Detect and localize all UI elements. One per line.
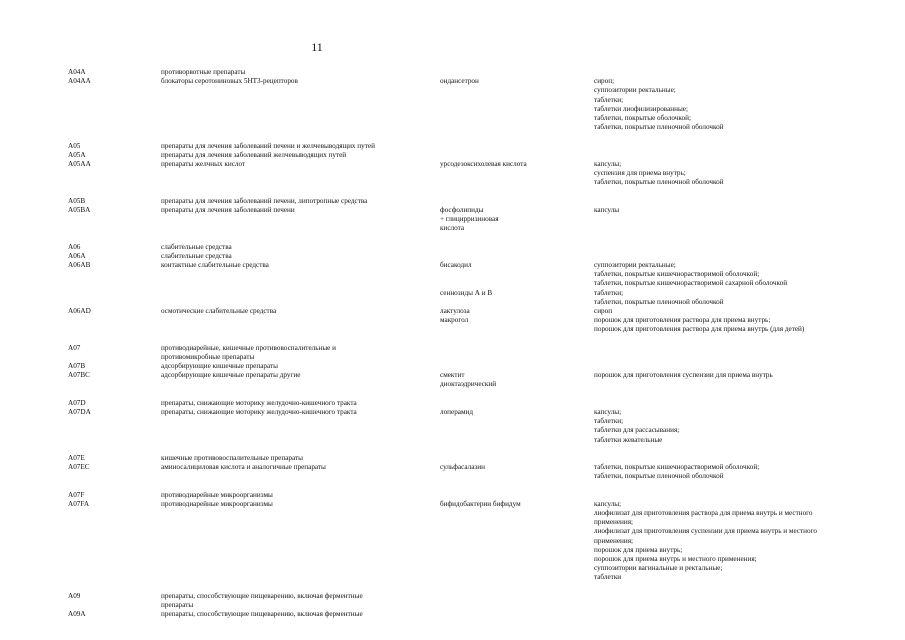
- table-row: [0, 151, 905, 160]
- dosage-form-cell: таблетки, покрытые пленочной оболочкой: [594, 178, 724, 187]
- dosage-form-cell: таблетки, покрытые пленочной оболочкой: [594, 123, 724, 132]
- dosage-form-cell: порошок для приготовления раствора для приема внутрь;: [594, 316, 771, 325]
- atc-code-cell: A07EC: [68, 463, 90, 472]
- dosage-form-cell: применения;: [594, 536, 634, 545]
- atc-code-cell: A05A: [68, 150, 86, 159]
- table-row: [0, 252, 905, 261]
- dosage-form-cell: таблетки, покрытые кишечнорастворимой оболочкой;: [594, 270, 760, 279]
- table-row: [0, 224, 905, 233]
- table-row: [0, 371, 905, 380]
- atc-code-cell: A05AA: [68, 159, 91, 168]
- group-name-cell: аминосалициловая кислота и аналогичные препараты: [161, 463, 326, 472]
- atc-code-cell: A07: [68, 343, 81, 352]
- group-name-cell: противодиарейные микроорганизмы: [161, 499, 273, 508]
- table-row: [0, 169, 905, 178]
- table-row: [0, 500, 905, 509]
- drug-name-cell: лоперамид: [440, 407, 474, 416]
- group-name-cell: противомикробные препараты: [161, 352, 255, 361]
- atc-code-cell: A06: [68, 242, 81, 251]
- table-row: [0, 454, 905, 463]
- table-row: [0, 408, 905, 417]
- atc-code-cell: A07DA: [68, 407, 91, 416]
- dosage-form-cell: таблетки жевательные: [594, 435, 663, 444]
- dosage-form-cell: таблетки, покрытые пленочной оболочкой: [594, 472, 724, 481]
- table-row: [0, 243, 905, 252]
- dosage-form-cell: применения;: [594, 518, 634, 527]
- table-row: [0, 390, 905, 399]
- table-row: [0, 68, 905, 77]
- atc-code-cell: A06AB: [68, 260, 91, 269]
- atc-code-cell: A07F: [68, 490, 85, 499]
- dosage-form-cell: таблетки: [594, 573, 622, 582]
- table-row: [0, 592, 905, 601]
- table-row: [0, 261, 905, 270]
- dosage-form-cell: таблетки, покрытые кишечнорастворимой сахарной оболочкой: [594, 279, 788, 288]
- atc-code-cell: A07FA: [68, 499, 90, 508]
- table-row: [0, 187, 905, 196]
- table-row: [0, 491, 905, 500]
- table-row: [0, 472, 905, 481]
- table-row: [0, 178, 905, 187]
- atc-code-cell: A07E: [68, 453, 85, 462]
- dosage-form-cell: сироп;: [594, 77, 615, 86]
- drug-name-cell: диоктаэдрический: [440, 380, 497, 389]
- dosage-form-cell: таблетки, покрытые кишечнорастворимой оболочкой;: [594, 463, 760, 472]
- table-row: [0, 463, 905, 472]
- atc-code-cell: A05B: [68, 196, 86, 205]
- atc-code-cell: A04A: [68, 68, 86, 76]
- table-row: [0, 206, 905, 215]
- table-row: [0, 537, 905, 546]
- dosage-form-cell: суппозитории вагинальные и ректальные;: [594, 564, 723, 573]
- group-name-cell: противодиарейные микроорганизмы: [161, 490, 273, 499]
- atc-code-cell: A05BA: [68, 205, 91, 214]
- drug-name-cell: + глицирризиновая: [440, 215, 499, 223]
- table-row: [0, 86, 905, 95]
- group-name-cell: препараты для лечения заболеваний печени: [161, 205, 295, 214]
- group-name-cell: препараты, способствующие пищеварению, включая ферментные: [161, 591, 363, 600]
- dosage-form-cell: порошок для приема внутрь и местного применения;: [594, 554, 757, 563]
- table-row: [0, 316, 905, 325]
- dosage-form-cell: капсулы;: [594, 499, 622, 508]
- table-row: [0, 123, 905, 132]
- atc-code-cell: A04AA: [68, 77, 91, 86]
- atc-code-cell: A06A: [68, 251, 86, 260]
- page-number: 11: [311, 40, 323, 54]
- dosage-form-cell: порошок для приготовления раствора для приема внутрь (для детей): [594, 325, 805, 334]
- atc-code-cell: A07BC: [68, 371, 90, 380]
- group-name-cell: кишечные противовоспалительные препараты: [161, 453, 303, 462]
- group-name-cell: противорвотные препараты: [161, 68, 246, 76]
- table-row: [0, 96, 905, 105]
- table-row: [0, 546, 905, 555]
- dosage-form-cell: лиофилизат для приготовления раствора для приема внутрь и местного: [594, 509, 813, 517]
- group-name-cell: препараты: [161, 600, 194, 609]
- table-row: [0, 215, 905, 224]
- atc-code-cell: A07B: [68, 362, 86, 370]
- table-row: [0, 564, 905, 573]
- table-row: [0, 380, 905, 389]
- atc-code-cell: A07D: [68, 398, 86, 407]
- table-row: [0, 270, 905, 279]
- dosage-form-cell: таблетки, покрытые оболочкой;: [594, 113, 691, 122]
- dosage-form-cell: таблетки лиофилизированные;: [594, 104, 688, 113]
- dosage-form-cell: таблетки, покрытые пленочной оболочкой: [594, 297, 724, 306]
- table-row: [0, 77, 905, 86]
- dosage-form-cell: капсулы;: [594, 407, 622, 416]
- table-row: [0, 279, 905, 288]
- group-name-cell: препараты, снижающие моторику желудочно-кишечного тракта: [161, 407, 357, 416]
- table-row: [0, 298, 905, 307]
- dosage-form-cell: сироп: [594, 306, 613, 315]
- dosage-form-cell: суспензия для приема внутрь;: [594, 169, 686, 178]
- dosage-form-cell: таблетки для рассасывания;: [594, 426, 680, 435]
- dosage-form-cell: капсулы;: [594, 159, 622, 168]
- dosage-form-cell: порошок для приготовления суспензии для приема внутрь: [594, 371, 773, 380]
- table-row: [0, 114, 905, 123]
- table-row: [0, 573, 905, 582]
- table-row: [0, 445, 905, 454]
- table-row: [0, 610, 905, 619]
- table-row: [0, 527, 905, 536]
- drug-name-cell: смектит: [440, 371, 465, 380]
- table-row: [0, 509, 905, 518]
- atc-code-cell: A09: [68, 591, 81, 600]
- atc-code-cell: A09A: [68, 610, 86, 619]
- drug-name-cell: сеннозиды А и В: [440, 288, 493, 297]
- atc-code-cell: A06AD: [68, 306, 91, 315]
- drug-name-cell: сульфасалазин: [440, 463, 485, 472]
- dosage-form-cell: таблетки;: [594, 417, 624, 426]
- table-row: [0, 105, 905, 114]
- drug-name-cell: кислота: [440, 224, 465, 233]
- dosage-form-cell: таблетки;: [594, 95, 624, 104]
- group-name-cell: противодиарейные, кишечные противовоспалительные и: [161, 343, 337, 352]
- group-name-cell: осмотические слабительные средства: [161, 306, 277, 315]
- group-name-cell: препараты желчных кислот: [161, 159, 246, 168]
- group-name-cell: слабительные средства: [161, 242, 232, 251]
- table-row: [0, 481, 905, 490]
- table-row: [0, 399, 905, 408]
- drug-name-cell: урсодезоксихолевая кислота: [440, 159, 527, 168]
- group-name-cell: контактные слабительные средства: [161, 260, 269, 269]
- table-row: [0, 289, 905, 298]
- table-row: [0, 583, 905, 592]
- group-name-cell: препараты, снижающие моторику желудочно-кишечного тракта: [161, 398, 357, 407]
- drug-list-table: [0, 68, 905, 619]
- table-row: [0, 132, 905, 141]
- table-row: [0, 160, 905, 169]
- group-name-cell: препараты для лечения заболеваний печени, липотропные средства: [161, 196, 368, 205]
- dosage-form-cell: суппозитории ректальные;: [594, 260, 676, 269]
- drug-name-cell: макрогол: [440, 316, 469, 325]
- table-row: [0, 426, 905, 435]
- table-row: [0, 307, 905, 316]
- table-row: [0, 142, 905, 151]
- dosage-form-cell: лиофилизат для приготовления суспензии для приема внутрь и местного: [594, 527, 817, 536]
- table-row: [0, 344, 905, 353]
- drug-name-cell: бисакодил: [440, 260, 472, 269]
- drug-name-cell: бифидобактерии бифидум: [440, 499, 521, 508]
- table-row: [0, 233, 905, 242]
- group-name-cell: адсорбирующие кишечные препараты: [161, 362, 278, 370]
- group-name-cell: адсорбирующие кишечные препараты другие: [161, 371, 301, 380]
- group-name-cell: препараты для лечения заболеваний желчевыводящих путей: [161, 150, 347, 159]
- atc-code-cell: A05: [68, 141, 81, 150]
- table-row: [0, 555, 905, 564]
- dosage-form-cell: суппозитории ректальные;: [594, 86, 676, 95]
- table-row: [0, 353, 905, 362]
- table-row: [0, 334, 905, 343]
- group-name-cell: препараты, способствующие пищеварению, включая ферментные: [161, 610, 363, 619]
- dosage-form-cell: порошок для приема внутрь;: [594, 545, 683, 554]
- table-row: [0, 518, 905, 527]
- table-row: [0, 362, 905, 371]
- group-name-cell: препараты для лечения заболеваний печени и желчевыводящих путей: [161, 141, 375, 150]
- drug-name-cell: ондансетрон: [440, 77, 479, 86]
- drug-name-cell: фосфолипиды: [440, 205, 484, 214]
- table-row: [0, 601, 905, 610]
- table-row: [0, 436, 905, 445]
- drug-name-cell: лактулоза: [440, 306, 470, 315]
- dosage-form-cell: капсулы: [594, 205, 620, 214]
- group-name-cell: блокаторы серотониновых 5НТ3-рецепторов: [161, 77, 298, 86]
- table-row: [0, 417, 905, 426]
- dosage-form-cell: таблетки;: [594, 288, 624, 297]
- table-row: [0, 197, 905, 206]
- table-row: [0, 325, 905, 334]
- group-name-cell: слабительные средства: [161, 251, 232, 260]
